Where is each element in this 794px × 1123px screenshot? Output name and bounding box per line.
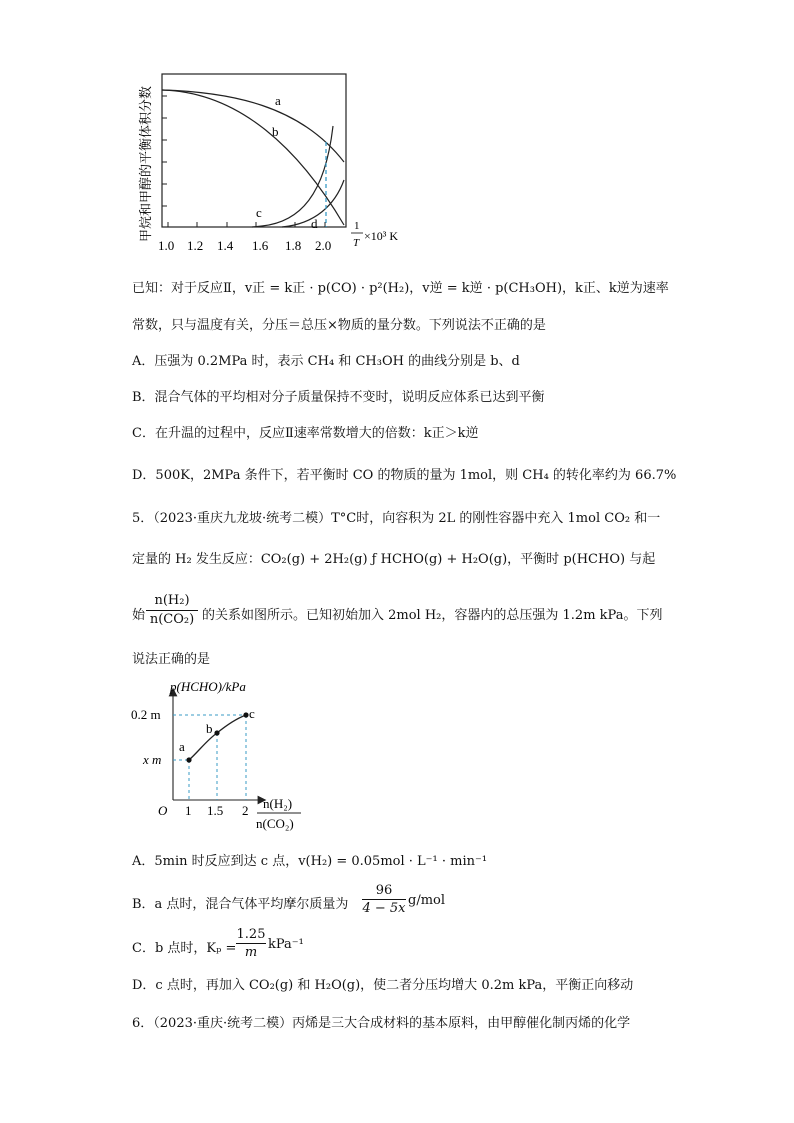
- fig2-xlabel-den: n(CO₂): [256, 816, 294, 831]
- q5-stem-line1: 5．（2023·重庆九龙坡·统考二模）T°C时，向容积为 2L 的刚性容器中充入 1mol CO₂ 和一: [132, 511, 661, 526]
- fig1-xtick-3: 1.4: [217, 238, 234, 253]
- q5-stem-line2: 定量的 H₂ 发生反应：CO₂(g) + 2H₂(g) ƒ HCHO(g) + H₂O(g)，平衡时 p(HCHO) 与起: [132, 552, 656, 567]
- q5-option-b-unit: g/mol: [408, 893, 446, 908]
- fig1-xtick-1: 1.0: [158, 238, 175, 253]
- point-b: [214, 730, 219, 735]
- curve-b: [162, 90, 344, 225]
- kp-numerator: 1.25: [236, 927, 266, 942]
- q4-option-d: D．500K，2MPa 条件下，若平衡时 CO 的物质的量为 1mol，则 CH₄ 的转化率约为 66.7%: [132, 468, 677, 483]
- q5-stem-line4: 说法正确的是: [132, 652, 211, 667]
- fig2-xtick-1: 1: [185, 803, 192, 818]
- q5-line3-prefix: 始: [132, 608, 146, 623]
- q4-option-b: B．混合气体的平均相对分子质量保持不变时，说明反应体系已达到平衡: [132, 390, 545, 405]
- fig1-xlabel-den: T: [353, 237, 360, 249]
- q4-condition-line1: 已知：对于反应Ⅱ，v正 = k正 · p(CO) · p²(H₂)，v逆 = k逆 · p(CH₃OH)，k正、k逆为速率: [132, 281, 669, 296]
- curve-label-a: a: [275, 93, 281, 108]
- molar-mass-numerator: 96: [362, 882, 406, 900]
- curve-c: [252, 126, 333, 227]
- fig1-xtick-2: 1.2: [187, 238, 204, 253]
- curve-label-b: b: [272, 124, 279, 139]
- molar-mass-denominator: 4 − 5x: [362, 901, 406, 916]
- point-c: [243, 712, 248, 717]
- point-label-b: b: [206, 721, 213, 736]
- point-a: [186, 757, 191, 762]
- q5-option-c-unit: kPa⁻¹: [268, 937, 304, 952]
- fig2-xtick-1.5: 1.5: [207, 803, 224, 818]
- fig2-xtick-2: 2: [242, 803, 249, 818]
- q5-line3-suffix: 的关系如图所示。已知初始加入 2mol H₂，容器内的总压强为 1.2m kPa。下列: [202, 608, 663, 623]
- figure-2-chart: [0, 672, 794, 832]
- fig1-ylabel: 甲烷和甲醇的平衡体积分数: [139, 85, 154, 242]
- fig1-y-ticks: [162, 96, 167, 206]
- fig1-xlabel-num: 1: [354, 220, 360, 232]
- point-label-c: c: [249, 706, 255, 721]
- q5-option-d: D．c 点时，再加入 CO₂(g) 和 H₂O(g)，使二者分压均增大 0.2m kPa，平衡正向移动: [132, 978, 634, 993]
- figure-1-chart: [0, 0, 794, 260]
- curve-label-c: c: [256, 205, 262, 220]
- ratio-numerator: n(H₂): [146, 592, 198, 611]
- fig2-ylabel: p(HCHO)/kPa: [170, 679, 246, 694]
- curve-label-d: d: [311, 216, 318, 231]
- fig2-ytick-top: 0.2 m: [131, 707, 161, 722]
- fig2-ytick-low: x m: [143, 752, 162, 767]
- q6-stem-line1: 6．（2023·重庆·统考二模）丙烯是三大合成材料的基本原料，由甲醇催化制丙烯的化学: [132, 1016, 631, 1031]
- fig2-origin: O: [158, 803, 168, 818]
- q4-option-a: A．压强为 0.2MPa 时，表示 CH₄ 和 CH₃OH 的曲线分别是 b、d: [132, 354, 520, 369]
- fig2-xlabel-num: n(H₂): [263, 796, 293, 811]
- q5-option-b-prefix: B．a 点时，混合气体平均摩尔质量为: [132, 897, 349, 912]
- fig1-xtick-6: 2.0: [315, 238, 332, 253]
- q5-option-a: A．5min 时反应到达 c 点，v(H₂) = 0.05mol · L⁻¹ · min⁻¹: [132, 854, 488, 869]
- fig1-xtick-5: 1.8: [285, 238, 302, 253]
- q5-option-c-prefix: C．b 点时，Kₚ =: [132, 941, 237, 956]
- molar-mass-fraction: [362, 882, 406, 918]
- kp-denominator: m: [244, 945, 258, 960]
- ratio-fraction: [146, 592, 198, 629]
- fig1-xtick-4: 1.6: [252, 238, 269, 253]
- fig1-xlabel-unit: ×10³ K: [364, 229, 399, 243]
- ratio-denominator: n(CO₂): [149, 612, 195, 627]
- kp-fraction: [236, 926, 266, 962]
- fig1-frame: [162, 74, 346, 227]
- point-label-a: a: [179, 739, 185, 754]
- q4-condition-line2: 常数，只与温度有关，分压＝总压×物质的量分数。下列说法不正确的是: [132, 318, 546, 333]
- q4-option-c: C．在升温的过程中，反应Ⅱ速率常数增大的倍数：k正＞k逆: [132, 426, 479, 441]
- curve-a: [162, 90, 344, 162]
